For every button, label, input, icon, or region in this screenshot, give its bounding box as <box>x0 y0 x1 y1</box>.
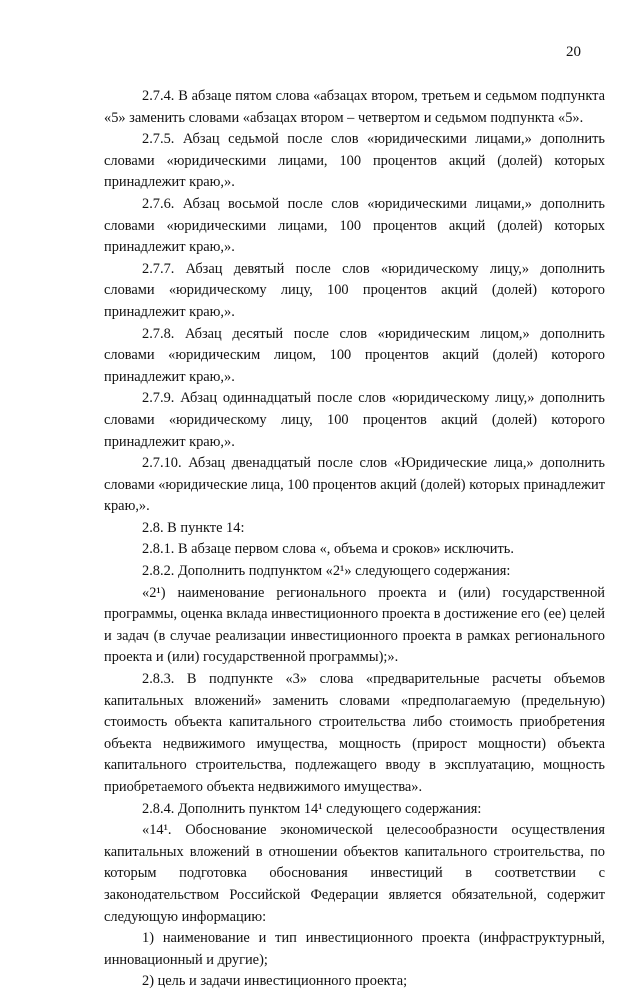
paragraph: «14¹. Обоснование экономической целесообразности осуществления капитальных вложений в отношении объектов капитального строительства, по которым подготовка обоснования инвестиций в соответствии с законодательством Российской Федерации является обязательной, содержит следующую информацию: <box>104 822 605 925</box>
page-number: 20 <box>566 44 581 60</box>
paragraph: 2) цель и задачи инвестиционного проекта; <box>142 973 408 990</box>
paragraph: 2.8.2. Дополнить подпунктом «2¹» следующего содержания: <box>142 563 511 580</box>
paragraph: 1) наименование и тип инвестиционного проекта (инфраструктурный, инновационный и другие); <box>104 930 605 968</box>
paragraph: 2.7.5. Абзац седьмой после слов «юридическими лицами,» дополнить словами «юридическими лицами, 100 процентов акций (долей) которых принадлежит краю,». <box>104 131 605 191</box>
paragraph: 2.8.1. В абзаце первом слова «, объема и сроков» исключить. <box>142 541 514 558</box>
paragraph: 2.8. В пункте 14: <box>142 519 245 536</box>
paragraph: 2.7.4. В абзаце пятом слова «абзацах втором, третьем и седьмом подпункта «5» заменить словами «абзацах втором – четвертом и седьмом подпункта «5». <box>104 88 605 126</box>
paragraph: 2.8.3. В подпункте «3» слова «предварительные расчеты объемов капитальных вложений» заменить словами «предполагаемую (предельную) стоимость объекта капитального строительства либо стоимость приобретения объекта недвижимого имущества, мощность (прирост мощности) объекта капитального строительства, подлежащего вводу в эксплуатацию, мощность приобретаемого объекта недвижимого имущества». <box>104 671 605 795</box>
paragraph: 2.7.10. Абзац двенадцатый после слов «Юридические лица,» дополнить словами «юридические лица, 100 процентов акций (долей) которых принадлежит краю,». <box>104 455 605 515</box>
paragraph: «2¹) наименование регионального проекта и (или) государственной программы, оценка вклада инвестиционного проекта в достижение его (ее) целей и задач (в случае реализации инвестиционного проекта в рамках регионального проекта и (или) государственной программы);». <box>104 584 605 666</box>
paragraph: 2.7.7. Абзац девятый после слов «юридическому лицу,» дополнить словами «юридическому лицу, 100 процентов акций (долей) которого принадлежит краю,». <box>104 260 605 320</box>
paragraph: 2.7.6. Абзац восьмой после слов «юридическими лицами,» дополнить словами «юридическими лицами, 100 процентов акций (долей) которых принадлежит краю,». <box>104 195 605 256</box>
paragraph: 2.8.4. Дополнить пунктом 14¹ следующего содержания: <box>142 800 482 817</box>
paragraph: 2.7.9. Абзац одиннадцатый после слов «юридическому лицу,» дополнить словами «юридическому лицу, 100 процентов акций (долей) которого принадлежит краю,». <box>104 390 605 450</box>
paragraph: 2.7.8. Абзац десятый после слов «юридическим лицом,» дополнить словами «юридическим лицом, 100 процентов акций (долей) которого принадлежит краю,». <box>104 325 605 385</box>
document-body <box>104 86 605 993</box>
